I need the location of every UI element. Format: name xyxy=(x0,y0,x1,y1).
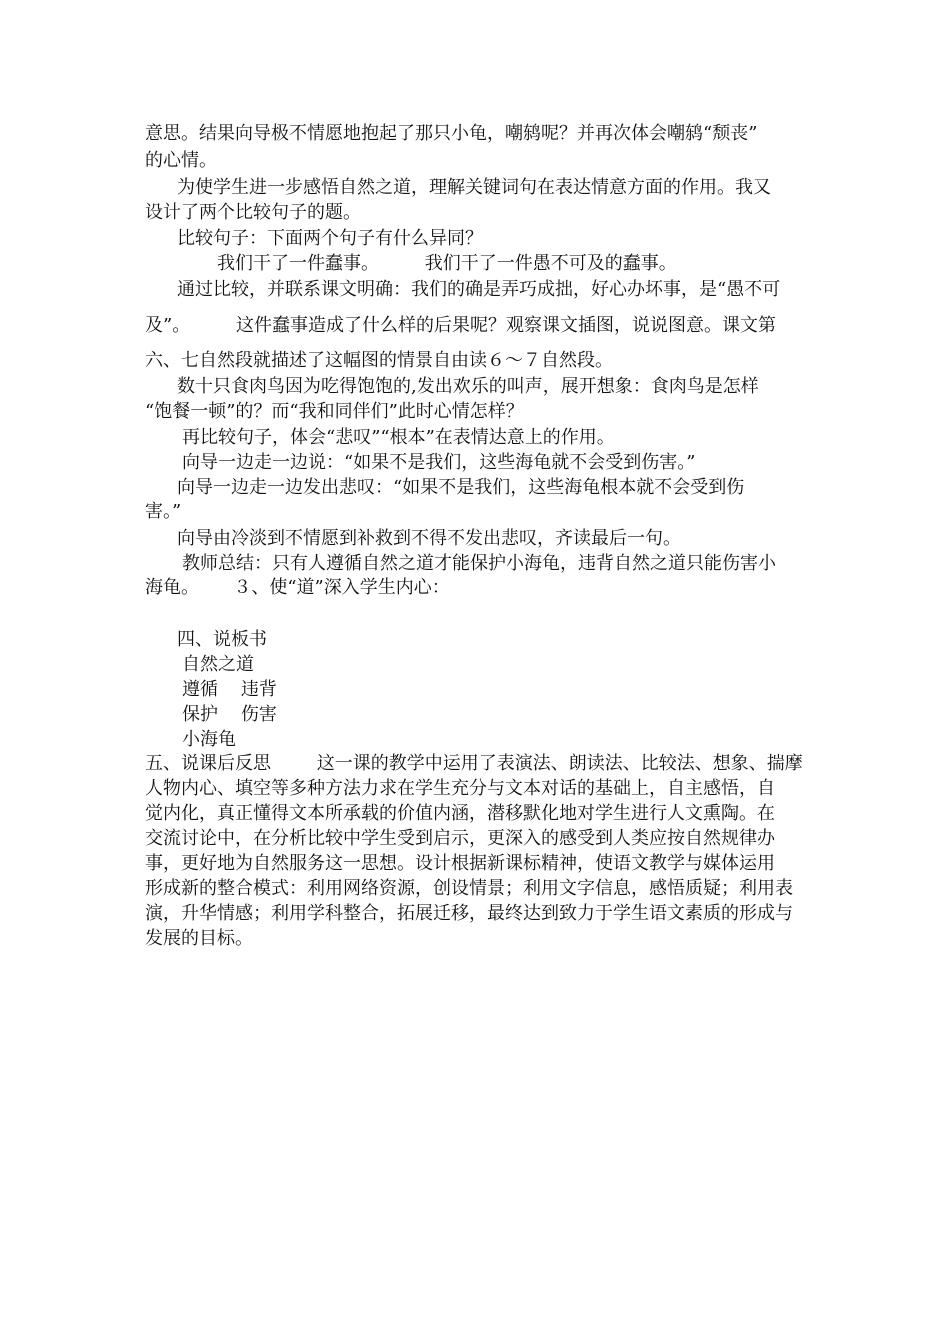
paragraph-line: 比较句子：下面两个句子有什么异同？ xyxy=(177,228,483,249)
paragraph-line: 海龟。 ３、使“道”深入学生内心： xyxy=(145,577,450,598)
paragraph-line: “饱餐一顿”的？而“我和同伴们”此时心情怎样？ xyxy=(145,401,524,422)
paragraph-line: 害。” xyxy=(145,501,182,522)
paragraph-line: 设计了两个比较句子的题。 xyxy=(145,202,361,223)
paragraph-line: 发展的目标。 xyxy=(145,928,253,949)
board-item: 自然之道 xyxy=(182,654,254,675)
paragraph-line: 事，更好地为自然服务这一思想。设计根据新课标精神，使语文教学与媒体运用 xyxy=(145,853,775,874)
paragraph-line: 形成新的整合模式：利用网络资源，创设情景；利用文字信息，感悟质疑；利用表 xyxy=(145,878,793,899)
section-heading: 四、说板书 xyxy=(177,629,267,650)
paragraph-line: 五、说课后反思 这一课的教学中运用了表演法、朗读法、比较法、想象、揣摩 xyxy=(145,753,803,774)
paragraph-line: 的心情。 xyxy=(145,150,217,171)
board-item: 小海龟 xyxy=(182,729,236,750)
paragraph-line: 向导由冷淡到不情愿到补救到不得不发出悲叹，齐读最后一句。 xyxy=(177,528,681,549)
paragraph-line: 我们干了一件蠢事。 我们干了一件愚不可及的蠢事。 xyxy=(217,253,677,274)
paragraph-line: 数十只食肉鸟因为吃得饱饱的,发出欢乐的叫声，展开想象：食肉鸟是怎样 xyxy=(177,376,759,397)
paragraph-line: 通过比较，并联系课文明确：我们的确是弄巧成拙，好心办坏事，是“愚不可 xyxy=(177,279,781,300)
board-item: 保护 伤害 xyxy=(182,704,277,725)
paragraph-line: 觉内化，真正懂得文本所承载的价值内涵，潜移默化地对学生进行人文熏陶。在 xyxy=(145,803,775,824)
paragraph-line: 演，升华情感；利用学科整合，拓展迁移，最终达到致力于学生语文素质的形成与 xyxy=(145,903,793,924)
paragraph-line: 为使学生进一步感悟自然之道，理解关键词句在表达情意方面的作用。我又 xyxy=(177,177,771,198)
board-item: 遵循 违背 xyxy=(182,679,277,700)
paragraph-line: 教师总结：只有人遵循自然之道才能保护小海龟，违背自然之道只能伤害小 xyxy=(182,553,776,574)
paragraph-line: 交流讨论中，在分析比较中学生受到启示，更深入的感受到人类应按自然规律办 xyxy=(145,828,775,849)
paragraph-line: 再比较句子，体会“悲叹”“根本”在表情达意上的作用。 xyxy=(182,427,615,448)
paragraph-line: 向导一边走一边说：“如果不是我们，这些海龟就不会受到伤害。” xyxy=(182,452,696,473)
paragraph-line: 意思。结果向导极不情愿地抱起了那只小龟，嘲鸫呢？并再次体会嘲鸫“颓丧” xyxy=(145,123,758,144)
paragraph-line: 六、七自然段就描述了这幅图的情景自由读６～７自然段。 xyxy=(145,350,613,371)
paragraph-line: 及”。 这件蠢事造成了什么样的后果呢？观察课文插图，说说图意。课文第 xyxy=(145,315,776,336)
paragraph-line: 向导一边走一边发出悲叹：“如果不是我们，这些海龟根本就不会受到伤 xyxy=(177,477,745,498)
paragraph-line: 人物内心、填空等多种方法力求在学生充分与文本对话的基础上，自主感悟，自 xyxy=(145,778,775,799)
